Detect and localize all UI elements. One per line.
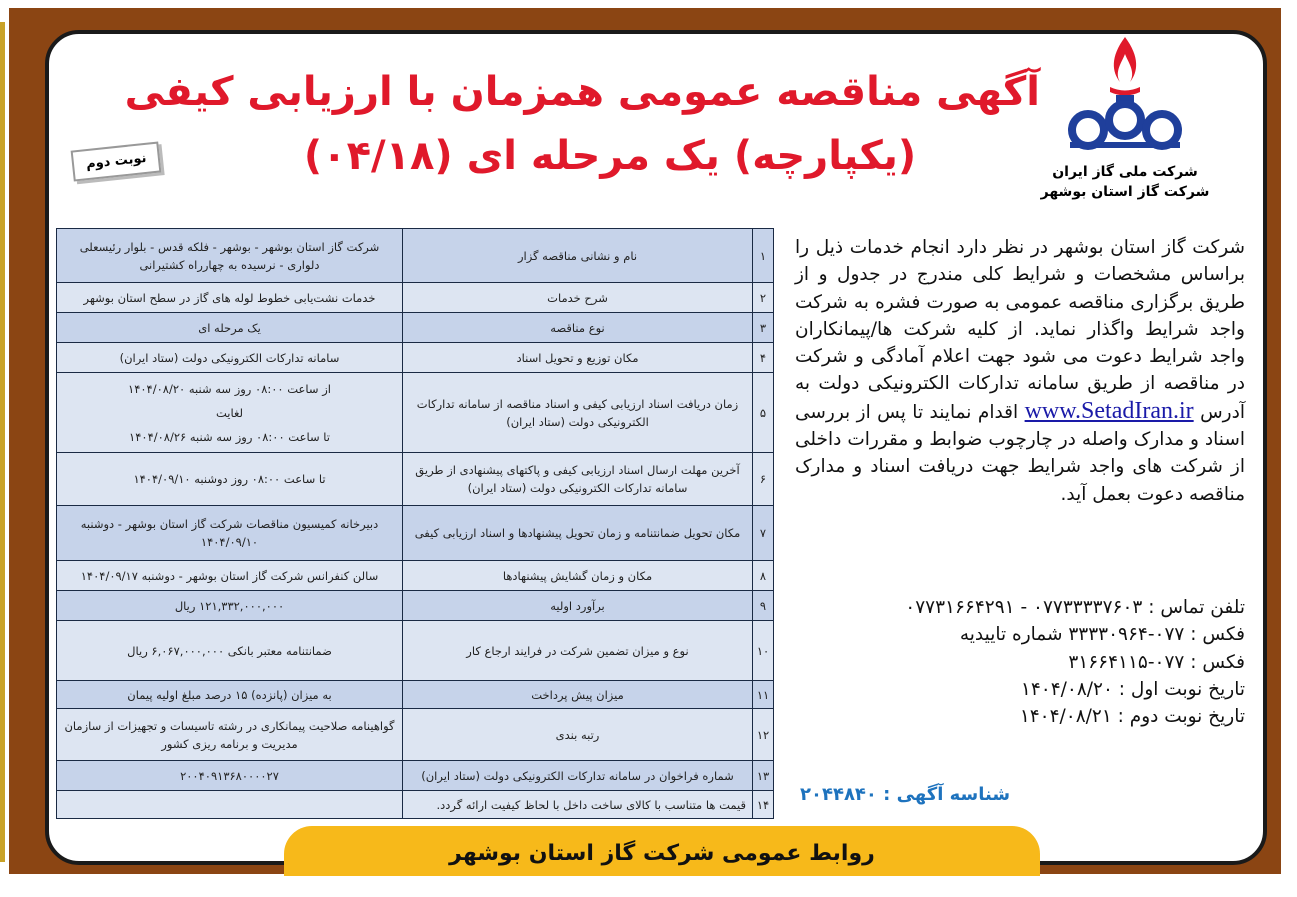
row-number: ۶ [753, 453, 774, 506]
row-label: میزان پیش پرداخت [403, 681, 753, 709]
row-number: ۱۰ [753, 621, 774, 681]
row-label: نام و نشانی مناقصه گزار [403, 229, 753, 283]
intro-paragraph [795, 234, 1245, 508]
row-label: رتبه بندی [403, 709, 753, 761]
table-row [57, 229, 774, 283]
row-value: ۲۰۰۴۰۹۱۳۶۸۰۰۰۰۲۷ [57, 761, 403, 791]
row-value: تا ساعت ۰۸:۰۰ روز دوشنبه ۱۴۰۴/۰۹/۱۰ [57, 453, 403, 506]
row-number: ۱۴ [753, 791, 774, 819]
logo-line-1: شرکت ملی گاز ایران [1052, 164, 1198, 180]
table-row [57, 621, 774, 681]
row-value [57, 791, 403, 819]
second-publication-date: تاریخ نوبت دوم : ۱۴۰۴/۰۸/۲۱ [1019, 706, 1245, 728]
fax-2: فکس : ۰۷۷-۳۱۶۶۴۱۱۵ [1068, 651, 1245, 673]
row-number: ۳ [753, 313, 774, 343]
second-publication-badge: نوبت دوم [71, 141, 162, 181]
row-label: نوع مناقصه [403, 313, 753, 343]
row-number: ۱۳ [753, 761, 774, 791]
row-label: مکان و زمان گشایش پیشنهادها [403, 561, 753, 591]
row-value: سالن کنفرانس شرکت گاز استان بوشهر - دوشنبه ۱۴۰۴/۰۹/۱۷ [57, 561, 403, 591]
table-row [57, 761, 774, 791]
company-logo [1040, 32, 1210, 212]
row-value: ضمانتنامه معتبر بانکی ۶,۰۶۷,۰۰۰,۰۰۰ ریال [57, 621, 403, 681]
fax-1: فکس : ۰۷۷-۳۳۳۳۰۹۶۴ شماره تاییدیه [959, 624, 1245, 646]
row-label: برآورد اولیه [403, 591, 753, 621]
row-number: ۸ [753, 561, 774, 591]
row-value: سامانه تدارکات الکترونیکی دولت (ستاد ایران) [57, 343, 403, 373]
row-number: ۴ [753, 343, 774, 373]
table-row [57, 591, 774, 621]
title-line-1: آگهی مناقصه عمومی همزمان با ارزیابی کیفی [124, 69, 1040, 115]
table-row [57, 561, 774, 591]
left-edge-line [0, 22, 5, 862]
row-number: ۱۲ [753, 709, 774, 761]
row-value: به میزان (پانزده) ۱۵ درصد مبلغ اولیه پیمان [57, 681, 403, 709]
intro-text: شرکت گاز استان بوشهر در نظر دارد انجام خدمات ذیل را براساس مشخصات و شرایط کلی مندرج در جدول و از طریق برگزاری مناقصه عمومی به صورت فشره به شرکت واجد شرایط واگذار نماید. از کلیه شرکت ها/پیمانکاران واجد شرایط دعوت می شود جهت اعلام آمادگی و شرکت در مناقصه از طریق سامانه تدارکات الکترونیکی دولت به آدرس [795, 237, 1245, 423]
tender-details-table [56, 228, 774, 819]
row-label: نوع و میزان تضمین شرکت در فرایند ارجاع کار [403, 621, 753, 681]
logo-line-2: شرکت گاز استان بوشهر [1040, 184, 1210, 200]
row-number: ۵ [753, 373, 774, 453]
row-label: آخرین مهلت ارسال اسناد ارزیابی کیفی و پاکتهای پیشنهادی از طریق سامانه تدارکات الکترونیکی دولت (ستاد ایران) [403, 453, 753, 506]
row-value: گواهینامه صلاحیت پیمانکاری در رشته تاسیسات و تجهیزات از سازمان مدیریت و برنامه ریزی کشور [57, 709, 403, 761]
table-row [57, 343, 774, 373]
row-number: ۱ [753, 229, 774, 283]
ad-title [124, 60, 1040, 200]
row-label: شماره فراخوان در سامانه تدارکات الکترونیکی دولت (ستاد ایران) [403, 761, 753, 791]
row-value: ۱۲۱,۳۳۲,۰۰۰,۰۰۰ ریال [57, 591, 403, 621]
ad-id: شناسه آگهی : ۲۰۴۴۸۴۰ [800, 784, 1011, 805]
first-publication-date: تاریخ نوبت اول : ۱۴۰۴/۰۸/۲۰ [1020, 678, 1245, 700]
setad-link[interactable]: www.SetadIran.ir [1024, 397, 1194, 424]
table-row [57, 313, 774, 343]
row-number: ۷ [753, 506, 774, 561]
row-value-line: تا ساعت ۰۸:۰۰ روز سه شنبه ۱۴۰۴/۰۸/۲۶ [129, 429, 330, 444]
gas-company-logo-icon [1050, 32, 1200, 162]
row-label: مکان توزیع و تحویل اسناد [403, 343, 753, 373]
title-line-2: (یکپارچه) یک مرحله ای (۰۴/۱۸) [303, 133, 917, 179]
contact-info [795, 594, 1245, 730]
row-value [57, 373, 403, 453]
row-label: مکان تحویل ضمانتنامه و زمان تحویل پیشنهادها و اسناد ارزیابی کیفی [403, 506, 753, 561]
row-number: ۲ [753, 283, 774, 313]
row-value: دبیرخانه کمیسیون مناقصات شرکت گاز استان بوشهر - دوشنبه ۱۴۰۴/۰۹/۱۰ [57, 506, 403, 561]
table-row [57, 681, 774, 709]
footer-public-relations: روابط عمومی شرکت گاز استان بوشهر [284, 826, 1040, 876]
table-row [57, 506, 774, 561]
row-value: شرکت گاز استان بوشهر - بوشهر - فلکه قدس - بلوار رئیسعلی دلواری - نرسیده به چهارراه کشتیرانی [57, 229, 403, 283]
table-row [57, 791, 774, 819]
row-label: زمان دریافت اسناد ارزیابی کیفی و اسناد مناقصه از سامانه تدارکات الکترونیکی دولت (ستاد ایران) [403, 373, 753, 453]
row-number: ۹ [753, 591, 774, 621]
row-value-line: لغایت [215, 405, 244, 420]
row-value: خدمات نشت‌یابی خطوط لوله های گاز در سطح استان بوشهر [57, 283, 403, 313]
row-value-line: از ساعت ۰۸:۰۰ روز سه شنبه ۱۴۰۴/۰۸/۲۰ [128, 381, 331, 396]
table-row [57, 373, 774, 453]
row-number: ۱۱ [753, 681, 774, 709]
row-label: شرح خدمات [403, 283, 753, 313]
intro-text-continued: اقدام نمایند تا پس از بررسی اسناد و مدارک واصله در چارچوب ضوابط و مقررات داخلی از شرکت های واجد شرایط جهت دریافت اسناد و مدارک مناقصه دعوت بعمل آید. [795, 401, 1245, 505]
phone: تلفن تماس : ۰۷۷۳۳۳۳۷۶۰۳ - ۰۷۷۳۱۶۶۴۲۹۱ [905, 597, 1245, 618]
table-row [57, 283, 774, 313]
table-row [57, 709, 774, 761]
table-row [57, 453, 774, 506]
row-label: قیمت ها متناسب با کالای ساخت داخل با لحاظ کیفیت ارائه گردد. [403, 791, 753, 819]
row-value: یک مرحله ای [57, 313, 403, 343]
